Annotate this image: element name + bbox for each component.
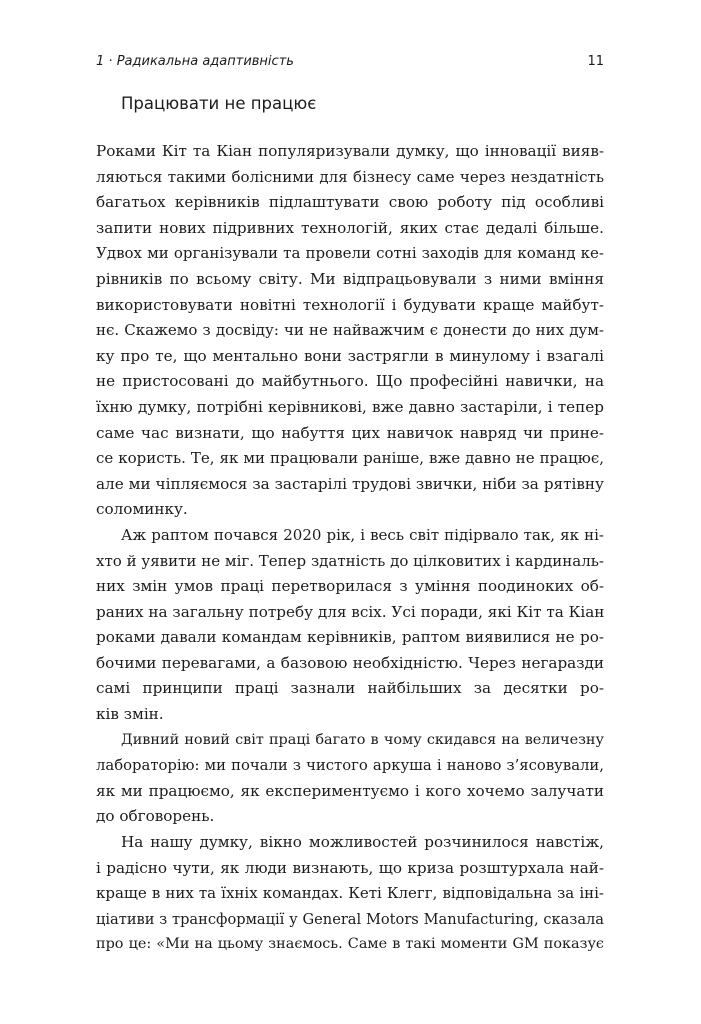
text-line: використовувати новітні технології і будувати краще майбут-	[96, 295, 604, 314]
text-line: них змін умов праці перетворилася з уміння поодиноких об-	[96, 577, 604, 596]
text-line: се користь. Те, як ми працювали раніше, вже давно не працює,	[96, 449, 604, 468]
chapter-number: 1	[96, 54, 105, 69]
text-line: хто й уявити не міг. Тепер здатність до цілковитих і кардиналь-	[96, 551, 604, 570]
text-line: соломинку.	[96, 500, 188, 519]
text-line: Дивний новий світ праці багато в чому скидався на величезну	[121, 731, 604, 748]
text-line: краще в них та їхніх командах. Кеті Клегг, відповідальна за іні-	[96, 884, 604, 903]
text-line: про це: «Ми на цьому знаємось. Саме в такі моменти GM показує	[96, 936, 604, 953]
text-line: не пристосовані до майбутнього. Що професійні навички, на	[96, 372, 604, 391]
chapter-title: Радикальна адаптивність	[116, 54, 294, 69]
running-title	[96, 54, 294, 69]
header-separator: ·	[108, 54, 113, 69]
body-text	[96, 139, 604, 958]
text-line: Роками Кіт та Кіан популяризували думку, що інновації вияв-	[96, 142, 604, 160]
text-line: раних на загальну потребу для всіх. Усі поради, які Кіт та Кіан	[96, 602, 605, 621]
text-line: їхню думку, потрібні керівникові, вже давно застаріли, і тепер	[96, 397, 604, 416]
text-line: ків змін.	[96, 705, 164, 724]
text-line: до обговорень.	[96, 807, 215, 826]
running-header	[96, 53, 604, 71]
text-line: багатьох керівників підлаштувати свою роботу під особливі	[96, 193, 604, 212]
text-line: як ми працюємо, як експериментуємо і кого хочемо залучати	[96, 781, 604, 800]
text-line: Аж раптом почався 2020 рік, і весь світ підірвало так, як ні-	[121, 525, 604, 544]
text-line: ціативи з трансформації у General Motors Manufacturing, сказала	[96, 910, 604, 928]
text-line: запити нових підривних технологій, яких стає дедалі більше.	[96, 218, 604, 237]
page-number: 11	[587, 54, 604, 69]
text-line: самі принципи праці зазнали найбільших за десятки ро-	[96, 679, 604, 698]
text-line: і радісно чути, як люди визнають, що криза розштурхала най-	[96, 858, 604, 877]
text-line: ляються такими болісними для бізнесу саме через нездатність	[96, 167, 604, 186]
text-line: роками давали командам керівників, раптом виявилися не ро-	[96, 628, 604, 647]
text-line: ку про те, що ментально вони застрягли в минулому і взагалі	[96, 346, 604, 365]
text-line: саме час визнати, що набуття цих навичок навряд чи прине-	[96, 423, 604, 442]
text-line: На нашу думку, вікно можливостей розчинилося навстіж,	[121, 833, 604, 852]
text-line: лабораторію: ми почали з чистого аркуша і наново з’ясовували,	[96, 757, 604, 775]
text-line: бочими перевагами, а базовою необхідністю. Через негаразди	[96, 653, 604, 672]
section-heading: Працювати не працює	[121, 94, 317, 113]
text-line: нє. Скажемо з досвіду: чи не найважчим є донести до них дум-	[96, 321, 604, 340]
text-line: Удвох ми організували та провели сотні заходів для команд ке-	[96, 244, 604, 263]
text-line: рівників по всьому світу. Ми відпрацьовували з ними вміння	[96, 269, 604, 288]
text-line: але ми чіпляємося за застарілі трудові звички, ніби за рятівну	[96, 474, 604, 493]
